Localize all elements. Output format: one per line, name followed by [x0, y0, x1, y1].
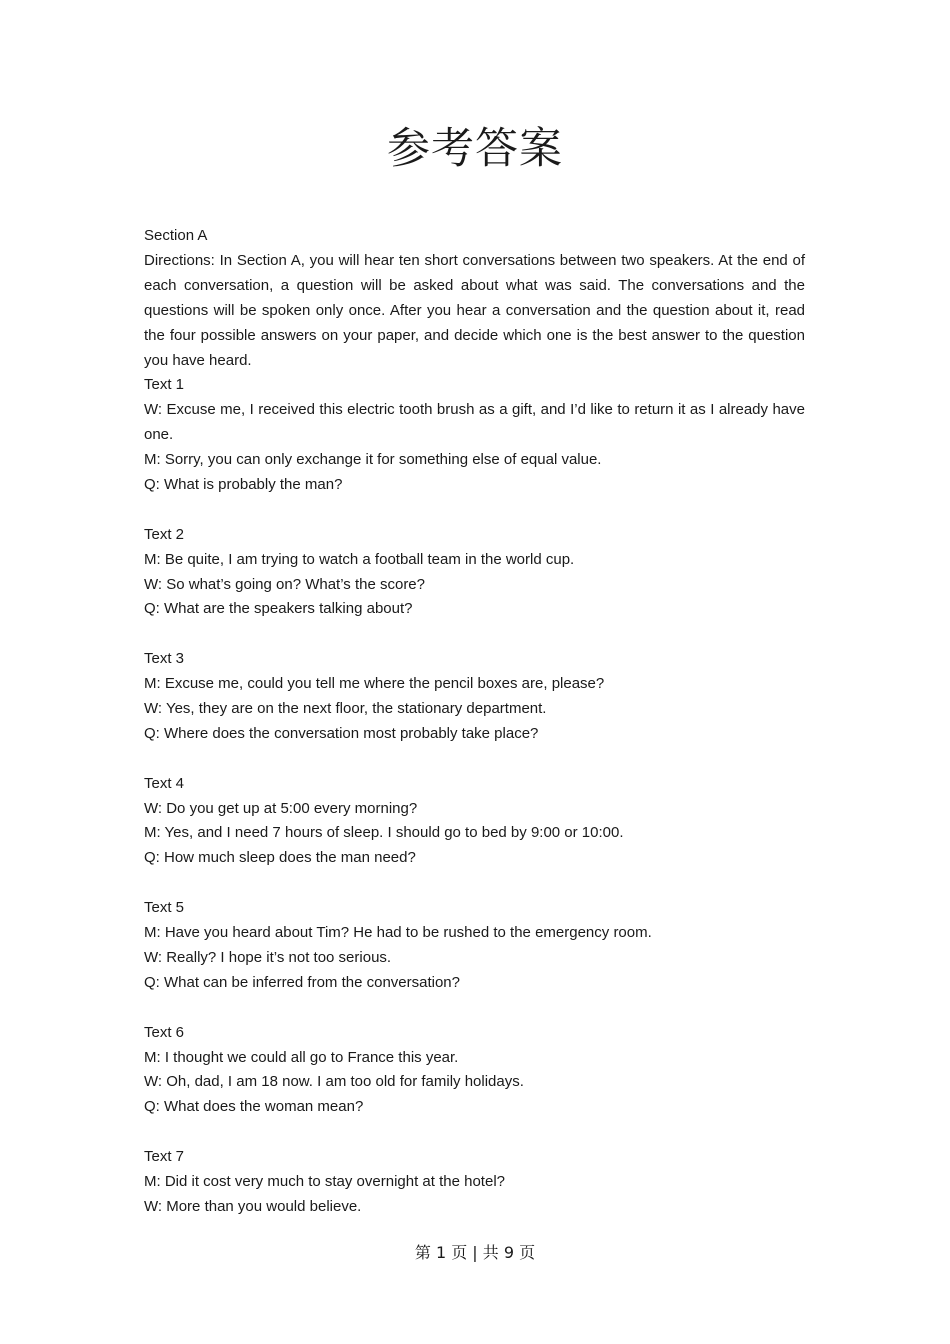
dialogue-line: M: I thought we could all go to France this year.: [144, 1048, 459, 1066]
question-line: Q: What does the woman mean?: [144, 1098, 364, 1116]
dialogue-line: M: Excuse me, could you tell me where the pencil boxes are, please?: [144, 675, 605, 693]
spacer: [144, 747, 805, 772]
dialogue-line: W: Yes, they are on the next floor, the stationary department.: [144, 700, 547, 718]
page-title: 参考答案: [387, 124, 563, 174]
spacer: [144, 498, 805, 523]
text-label: Text 7: [144, 1148, 185, 1166]
dialogue-line: M: Sorry, you can only exchange it for something else of equal value.: [144, 451, 602, 469]
dialogue-line: M: Did it cost very much to stay overnight at the hotel?: [144, 1172, 505, 1190]
directions-paragraph: Directions: In Section A, you will hear ten short conversations between two speakers. At the end of each conversation, a question will be asked about what was said. The conversations and the questions will be spoken only once. After you hear a conversation and the question about it, read the four possible answers on your paper, and decide which one is the best answer to the question you have heard.: [144, 251, 805, 369]
dialogue-line: W: More than you would believe.: [144, 1197, 362, 1215]
text-label: Text 3: [144, 650, 185, 668]
dialogue-line: W: Oh, dad, I am 18 now. I am too old for family holidays.: [144, 1073, 524, 1091]
section-heading: Section A: [144, 227, 208, 244]
text-label: Text 1: [144, 376, 185, 394]
text-label: Text 4: [144, 774, 185, 792]
text-label: Text 6: [144, 1023, 185, 1041]
spacer: [144, 996, 805, 1021]
question-line: Q: How much sleep does the man need?: [144, 849, 416, 867]
question-line: Q: What can be inferred from the conversation?: [144, 973, 460, 991]
text-label: Text 2: [144, 525, 185, 543]
dialogue-line: M: Have you heard about Tim? He had to be rushed to the emergency room.: [144, 924, 652, 942]
dialogue-line: W: So what’s going on? What’s the score?: [144, 575, 425, 593]
dialogue-line: M: Be quite, I am trying to watch a football team in the world cup.: [144, 550, 575, 568]
text-label: Text 5: [144, 899, 185, 917]
spacer: [144, 871, 805, 896]
question-line: Q: What is probably the man?: [144, 476, 343, 494]
spacer: [144, 622, 805, 647]
dialogue-line: W: Excuse me, I received this electric tooth brush as a gift, and I’d like to return it as I already have one.: [144, 401, 805, 444]
document-body: [144, 224, 805, 1220]
spacer: [144, 1120, 805, 1145]
dialogue-line: W: Really? I hope it’s not too serious.: [144, 948, 392, 966]
dialogue-line: M: Yes, and I need 7 hours of sleep. I should go to bed by 9:00 or 10:00.: [144, 824, 624, 842]
question-line: Q: Where does the conversation most probably take place?: [144, 724, 539, 742]
question-line: Q: What are the speakers talking about?: [144, 600, 413, 618]
dialogue-line: W: Do you get up at 5:00 every morning?: [144, 799, 418, 817]
page-footer: 第 1 页 | 共 9 页: [414, 1243, 536, 1262]
